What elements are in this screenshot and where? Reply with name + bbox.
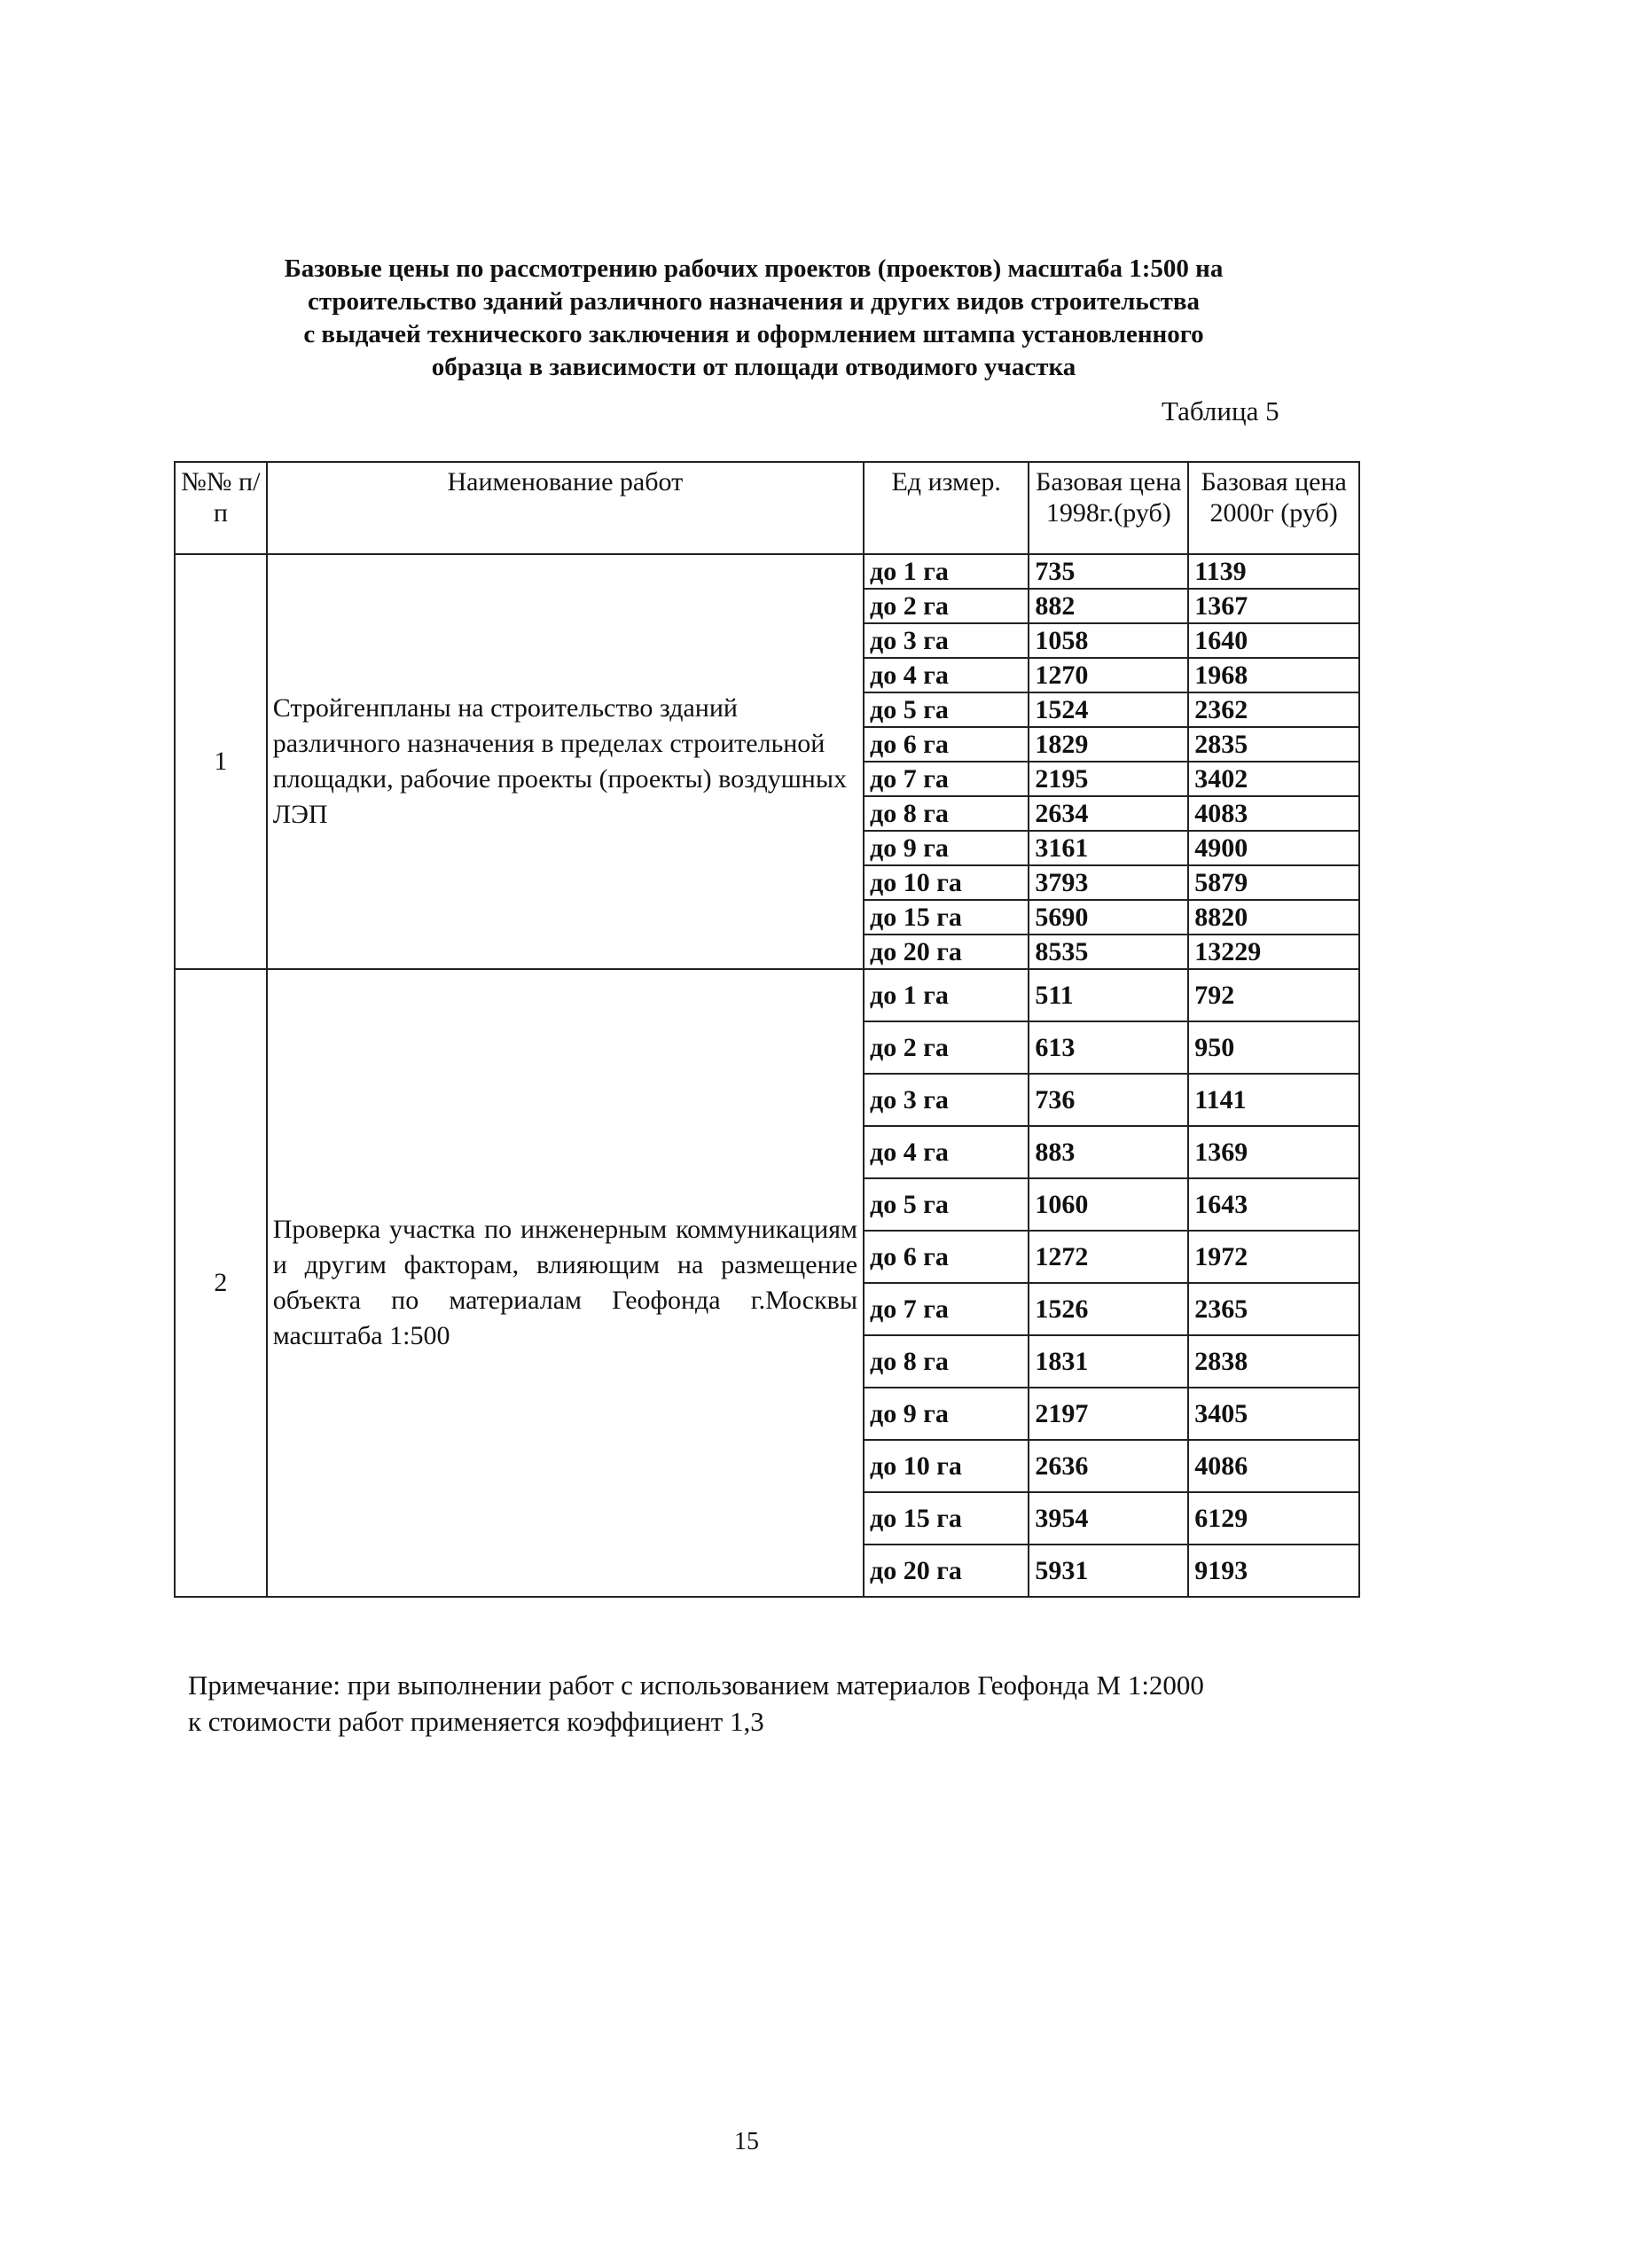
area-unit: до 7 га (864, 1283, 1029, 1335)
price-1998: 1829 (1029, 727, 1188, 762)
area-unit: до 8 га (864, 1335, 1029, 1388)
row-number: 2 (175, 969, 267, 1597)
price-1998: 1060 (1029, 1178, 1188, 1231)
price-2000: 950 (1188, 1021, 1359, 1074)
price-1998: 1831 (1029, 1335, 1188, 1388)
price-1998: 1270 (1029, 658, 1188, 692)
area-unit: до 6 га (864, 727, 1029, 762)
price-2000: 4083 (1188, 796, 1359, 831)
price-1998: 613 (1029, 1021, 1188, 1074)
price-1998: 883 (1029, 1126, 1188, 1178)
price-1998: 2197 (1029, 1388, 1188, 1440)
title-line: образца в зависимости от площади отводимого участка (431, 353, 1076, 381)
price-2000: 2838 (1188, 1335, 1359, 1388)
area-unit: до 1 га (864, 969, 1029, 1021)
page-number: 15 (734, 2128, 759, 2155)
price-2000: 792 (1188, 969, 1359, 1021)
area-unit: до 3 га (864, 623, 1029, 658)
note-line: к стоимости работ применяется коэффициент 1,3 (188, 1706, 764, 1737)
price-1998: 3793 (1029, 865, 1188, 900)
area-unit: до 20 га (864, 1545, 1029, 1597)
price-2000: 1972 (1188, 1231, 1359, 1283)
title-line: Базовые цены по рассмотрению рабочих проектов (проектов) масштаба 1:500 на (284, 254, 1224, 283)
price-1998: 735 (1029, 554, 1188, 589)
area-unit: до 4 га (864, 1126, 1029, 1178)
price-2000: 8820 (1188, 900, 1359, 935)
area-unit: до 5 га (864, 1178, 1029, 1231)
price-1998: 2195 (1029, 762, 1188, 796)
area-unit: до 9 га (864, 831, 1029, 865)
price-1998: 2636 (1029, 1440, 1188, 1492)
price-2000: 1640 (1188, 623, 1359, 658)
price-1998: 1058 (1029, 623, 1188, 658)
area-unit: до 10 га (864, 865, 1029, 900)
table-header-row (175, 462, 1359, 554)
work-name: Проверка участка по инженерным коммуникациям и другим факторам, влияющим на размещение объекта по материалам Геофонда г.Москвы масштаба 1:500 (267, 969, 864, 1597)
price-2000: 2835 (1188, 727, 1359, 762)
price-2000: 4900 (1188, 831, 1359, 865)
title-line: с выдачей технического заключения и оформлением штампа установленного (303, 320, 1204, 348)
price-table (174, 461, 1360, 1598)
row-number: 1 (175, 554, 267, 969)
area-unit: до 5 га (864, 692, 1029, 727)
area-unit: до 1 га (864, 554, 1029, 589)
price-2000: 2365 (1188, 1283, 1359, 1335)
price-1998: 1524 (1029, 692, 1188, 727)
price-2000: 1139 (1188, 554, 1359, 589)
price-2000: 1367 (1188, 589, 1359, 623)
note-line: Примечание: при выполнении работ с использованием материалов Геофонда М 1:2000 (188, 1670, 1204, 1701)
area-unit: до 6 га (864, 1231, 1029, 1283)
price-2000: 6129 (1188, 1492, 1359, 1545)
area-unit: до 15 га (864, 1492, 1029, 1545)
area-unit: до 20 га (864, 935, 1029, 969)
title-line: строительство зданий различного назначения и других видов строительства (307, 287, 1201, 316)
price-1998: 3954 (1029, 1492, 1188, 1545)
area-unit: до 2 га (864, 1021, 1029, 1074)
footnote (188, 1667, 1204, 1740)
area-unit: до 10 га (864, 1440, 1029, 1492)
price-1998: 882 (1029, 589, 1188, 623)
price-2000: 5879 (1188, 865, 1359, 900)
price-1998: 5931 (1029, 1545, 1188, 1597)
price-1998: 736 (1029, 1074, 1188, 1126)
area-unit: до 7 га (864, 762, 1029, 796)
area-unit: до 4 га (864, 658, 1029, 692)
area-unit: до 2 га (864, 589, 1029, 623)
price-2000: 1141 (1188, 1074, 1359, 1126)
document-title (168, 253, 1339, 384)
area-unit: до 3 га (864, 1074, 1029, 1126)
price-1998: 2634 (1029, 796, 1188, 831)
price-2000: 1968 (1188, 658, 1359, 692)
price-1998: 8535 (1029, 935, 1188, 969)
price-1998: 1272 (1029, 1231, 1188, 1283)
price-2000: 3405 (1188, 1388, 1359, 1440)
header-name: Наименование работ (267, 462, 864, 554)
price-2000: 4086 (1188, 1440, 1359, 1492)
price-2000: 9193 (1188, 1545, 1359, 1597)
header-num: №№ п/п (175, 462, 267, 554)
price-1998: 5690 (1029, 900, 1188, 935)
work-name: Стройгенпланы на строительство зданий различного назначения в пределах строительной площадки, рабочие проекты (проекты) воздушных ЛЭП (267, 554, 864, 969)
area-unit: до 15 га (864, 900, 1029, 935)
area-unit: до 8 га (864, 796, 1029, 831)
area-unit: до 9 га (864, 1388, 1029, 1440)
table-label: Таблица 5 (1162, 395, 1279, 426)
header-price-1998: Базовая цена 1998г.(руб) (1029, 462, 1188, 554)
price-1998: 511 (1029, 969, 1188, 1021)
price-2000: 2362 (1188, 692, 1359, 727)
price-2000: 1369 (1188, 1126, 1359, 1178)
table-row (175, 554, 1359, 589)
price-2000: 1643 (1188, 1178, 1359, 1231)
header-unit: Ед измер. (864, 462, 1029, 554)
price-1998: 1526 (1029, 1283, 1188, 1335)
table-row (175, 969, 1359, 1021)
price-2000: 13229 (1188, 935, 1359, 969)
header-price-2000: Базовая цена 2000г (руб) (1188, 462, 1359, 554)
price-2000: 3402 (1188, 762, 1359, 796)
price-1998: 3161 (1029, 831, 1188, 865)
